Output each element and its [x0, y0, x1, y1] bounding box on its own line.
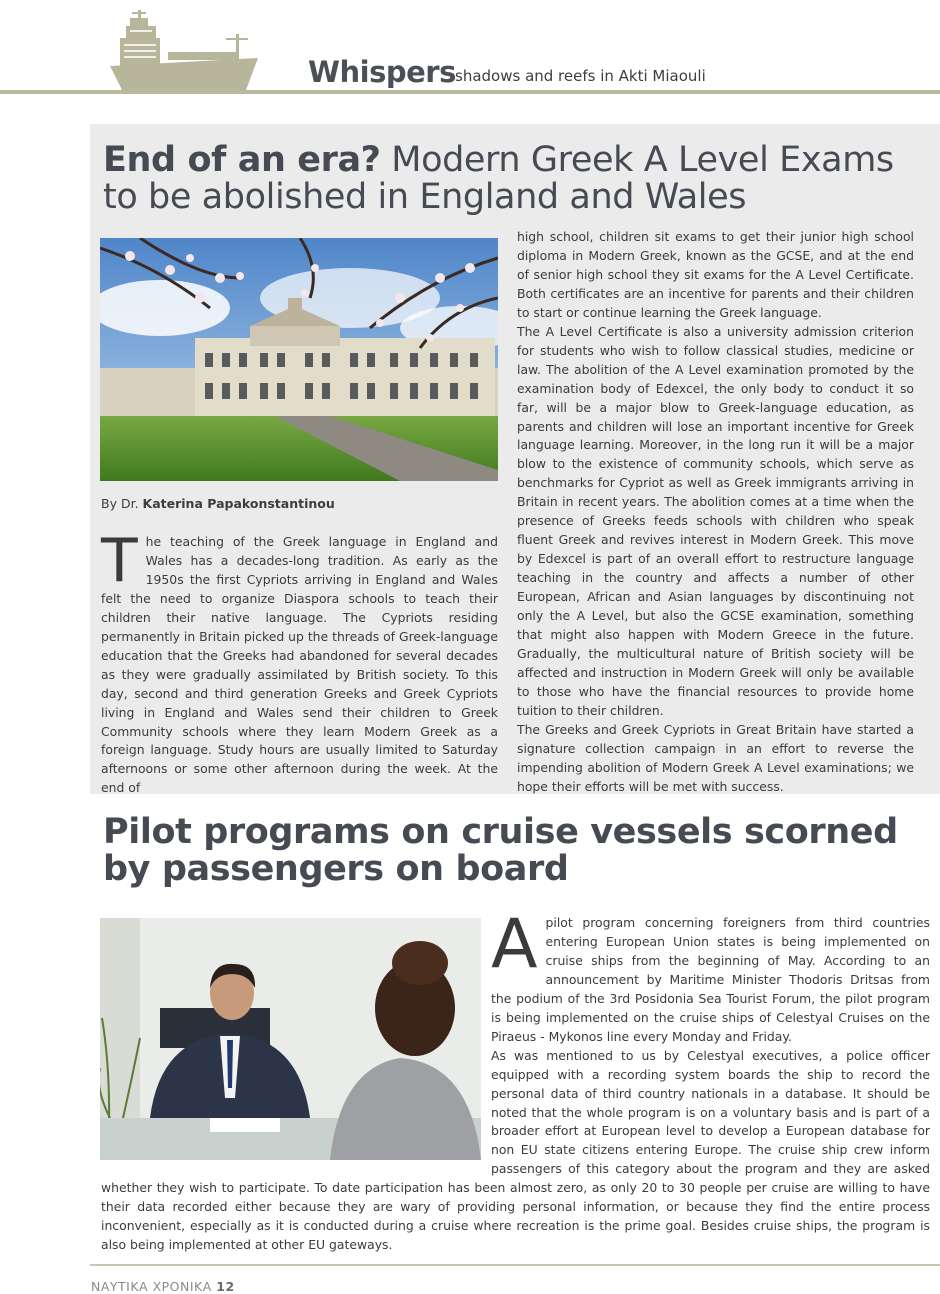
body-paragraph: As was mentioned to us by Celestyal executives, a police officer equipped with a recording system boards the ship to record the personal data of third country nationals in a database. It should be noted that the whole program is on a voluntary basis and is part of a broader effort at European level to develop a European database for non EU state citizens entering Europe. The cruise ship crew inform passengers of this category about the program and they are asked whether they wish to participate. To date participation has been almost zero, as only 20 to 30 people per cruise are willing to have their data recorded either because they are wary of providing personal information, or because they find the entire process inconvenient, especially as it is conducted during a cruise where recreation is the prime goal. Besides cruise ships, the program is also being implemented at other EU gateways. [101, 1047, 930, 1253]
body-paragraph: high school, children sit exams to get their junior high school diploma in Modern Greek, known as the GCSE, and at the end of senior high school they sit exams for the A Level Certificate. Both certificates are an incentive for parents and their children to start or continue learning the Greek language. [517, 229, 914, 320]
drop-cap: A [491, 905, 538, 984]
body-paragraph: pilot program concerning foreigners from third countries entering European Union states is being implemented on cruise ships from the beginning of May. According to an announcement by Maritime Minister Thodoris Dritsas from the podium of the 3rd Posidonia Sea Tourist Forum, the pilot program is being implemented on the cruise ships of Celestyal Cruises on the Piraeus - Mykonos line every Monday and Friday. [491, 915, 930, 1044]
article-body [101, 905, 930, 1255]
body-paragraph: he teaching of the Greek language in England and Wales has a decades-long tradition. As early as the 1950s the first Cypriots arriving in England and Wales felt the need to organize Diaspora schools to teach their children their native language. The Cypriots residing permanently in Britain picked up the threads of Greek-language education that the Greeks had abandoned for several decades as they were gradually assimilated by British society. To this day, second and third generation Greeks and Greek Cypriots living in England and Wales send their children to Greek Community schools where they learn Modern Greek as a foreign language. Study hours are usually limited to Saturday afternoons or some other afternoon during the week. At the end of [101, 534, 498, 796]
body-paragraph: The A Level Certificate is also a university admission criterion for students who wish to follow classical studies, medicine or law. The abolition of the A Level examination promoted by the examination body of Edexcel, the only body to conduct it so far, will be a major blow to Greek-language education, as parents and children will lose an important incentive for Greek language learning. Moreover, in the long run it will be a major blow to the existence of community schools, which serve as benchmarks for Cypriot as well as Greek immigrants arriving in Britain in recent years. The abolition comes at a time when the presence of Greeks feeds schools with children who speak fluent Greek and revives interest in Modern Greek. This move by Edexcel is part of an overall effort to restructure language teaching in the country and affects a number of other European, African and Asian languages by discontinuing not only the A Level, but also the GCSE examination, something that might also happen with Modern Greece in the future. Gradually, the multicultural nature of British society will be affected and instruction in Modern Greek will only be available to those who have the financial resources to provide home tuition to their children. [517, 323, 914, 718]
article-title: Pilot programs on cruise vessels scorned by passengers on board [103, 812, 898, 889]
drop-cap: T [101, 526, 138, 596]
footer-rule [90, 1264, 940, 1266]
publication-name: ΝΑΥΤΙΚΑ ΧΡΟΝΙΚΑ [91, 1279, 212, 1294]
byline-prefix: By Dr. [101, 496, 139, 511]
cargo-ship-icon [108, 8, 260, 92]
page-footer [91, 1279, 235, 1294]
page-header [0, 0, 940, 100]
section-name: Whispers [308, 55, 456, 89]
article-body-column-2 [517, 228, 914, 797]
header-rule [0, 90, 940, 94]
article-body-column-1 [101, 526, 498, 798]
page-number: 12 [216, 1279, 235, 1294]
title-rest: Modern Greek A Level Exams to be abolished in England and Wales [103, 140, 894, 217]
title-bold-part: End of an era? [103, 140, 381, 180]
section-subtitle: shadows and reefs in Akti Miaouli [455, 67, 706, 85]
body-paragraph: The Greeks and Greek Cypriots in Great Britain have started a signature collection campaign in an effort to reverse the impending abolition of Modern Greek A Level examinations; we hope their efforts will be met with success. [517, 721, 914, 794]
photo-spacer [101, 914, 491, 1165]
byline-author: Katerina Papakonstantinou [142, 496, 335, 511]
byline [101, 496, 335, 511]
university-building-photo [100, 238, 498, 481]
article-title [103, 142, 903, 216]
